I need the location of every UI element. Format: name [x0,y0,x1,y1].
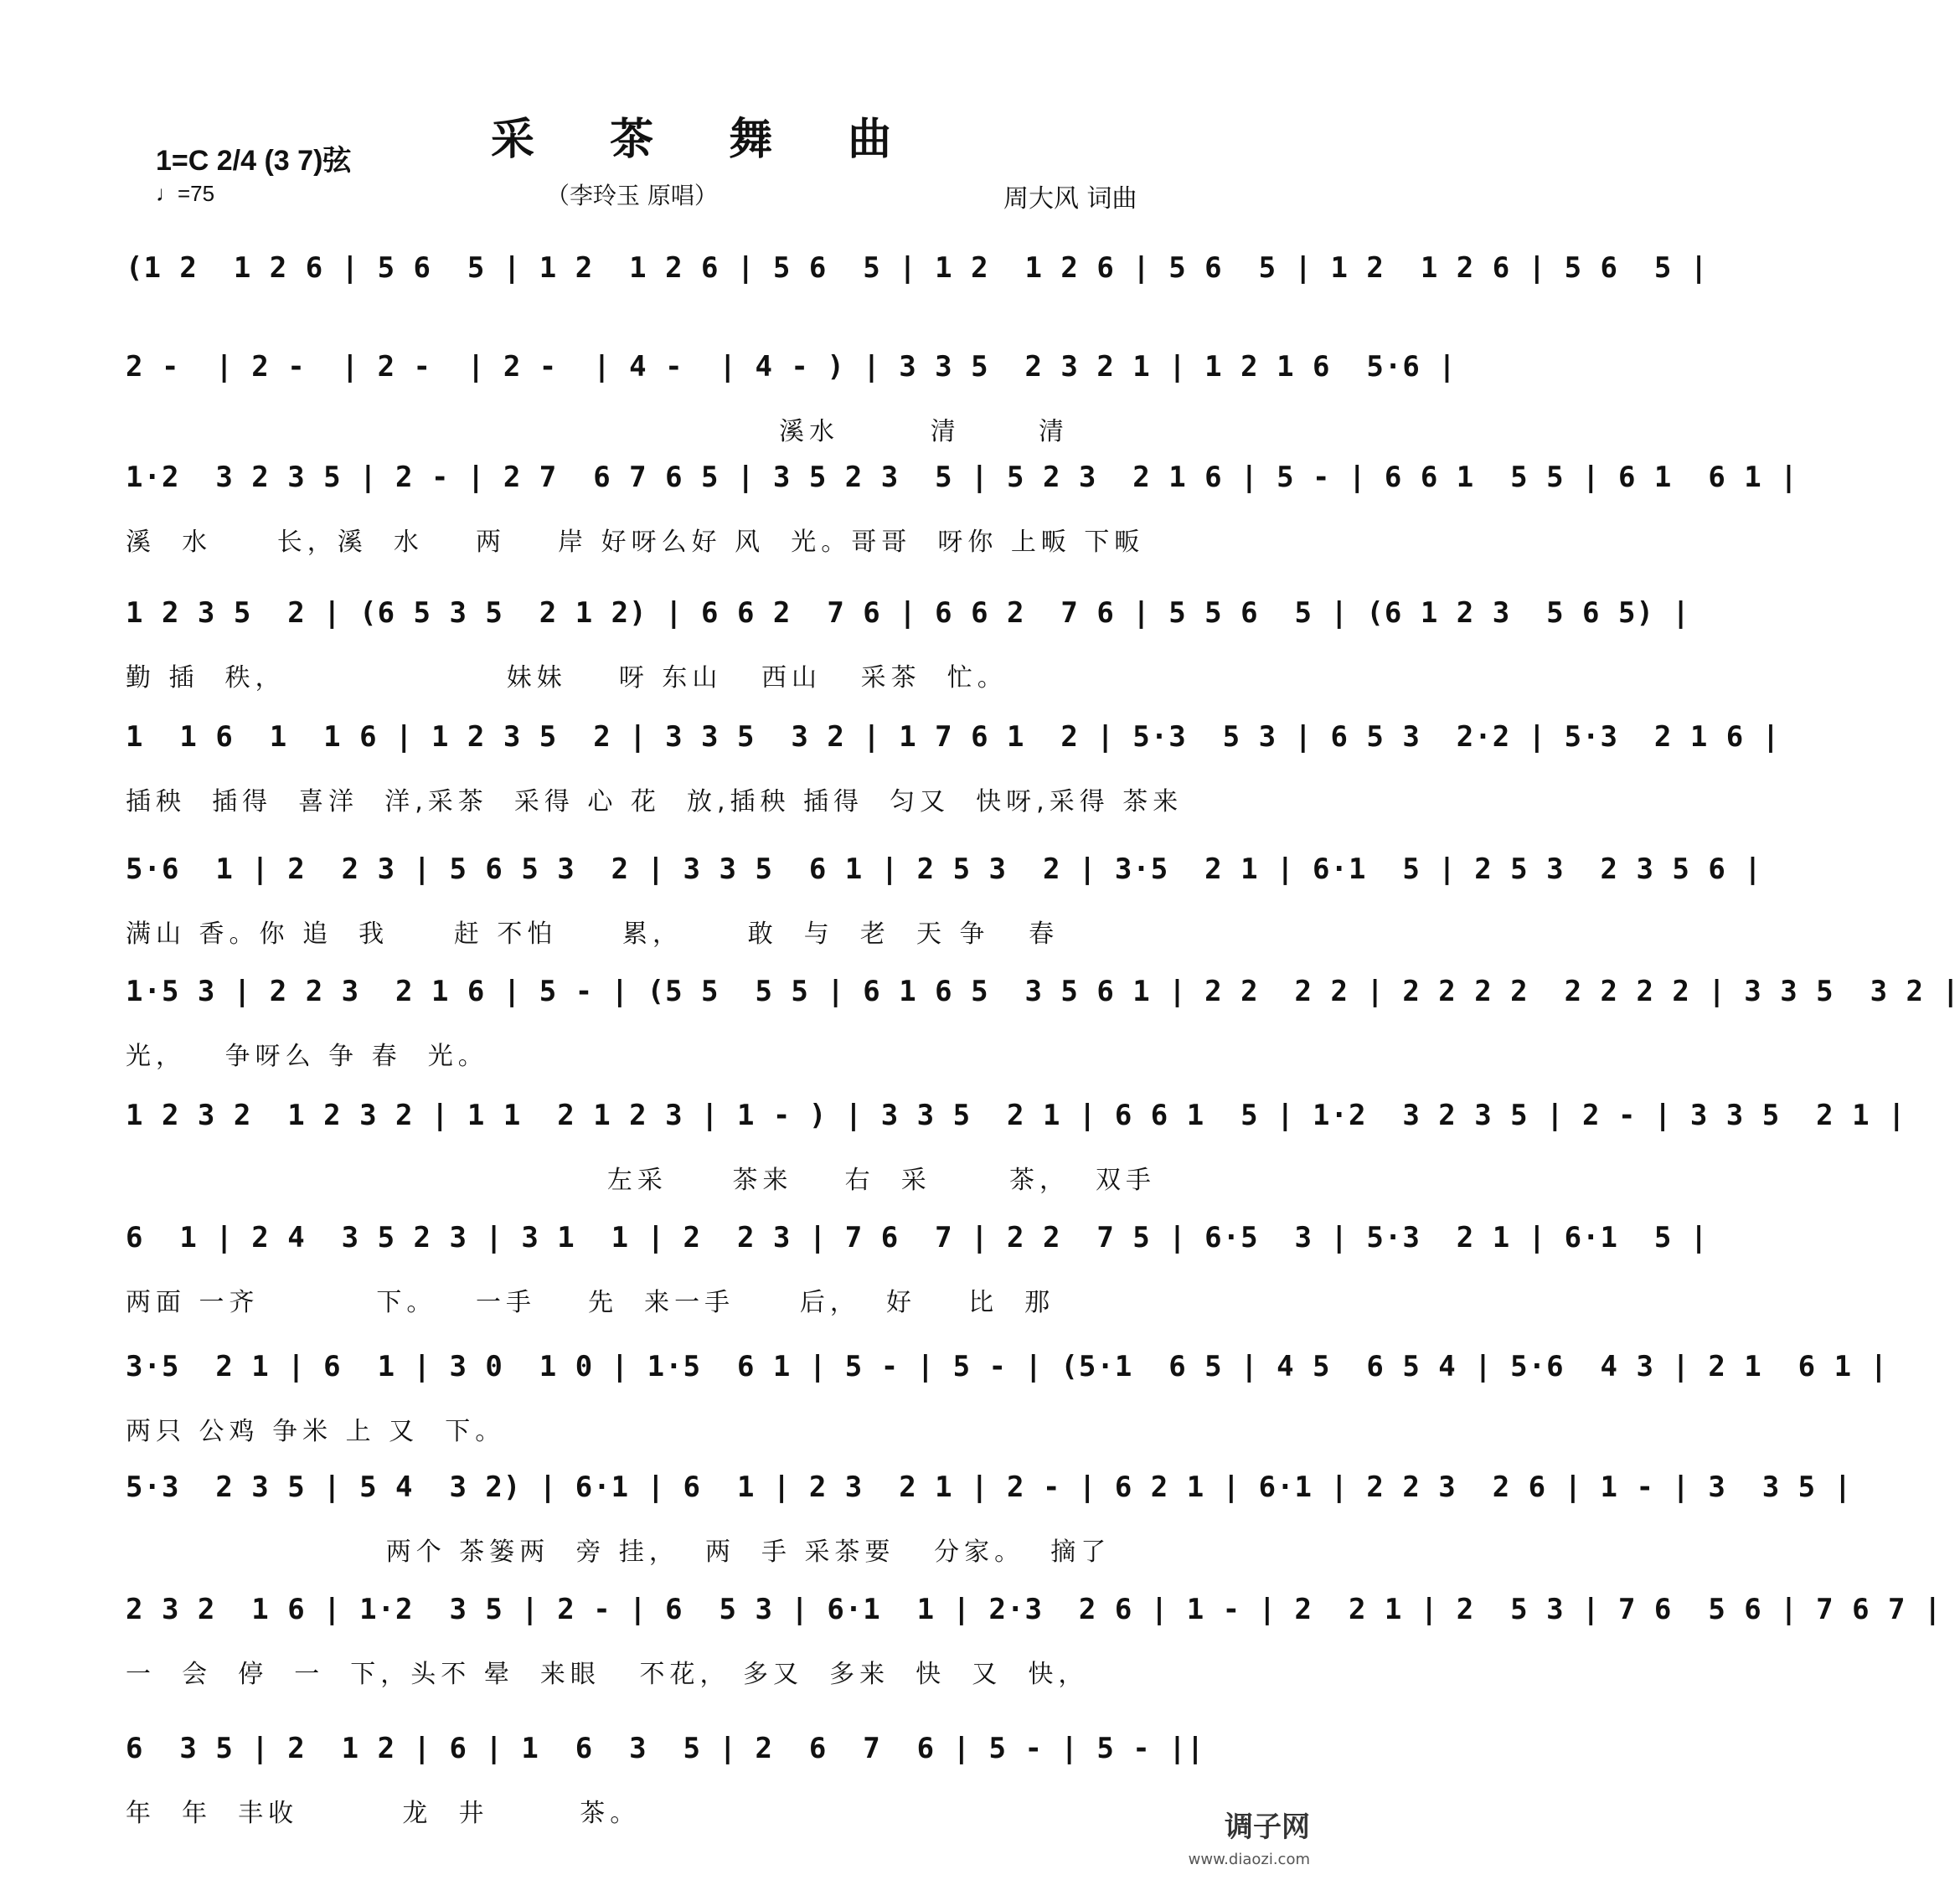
notes-line-12: 2 3 2 1 6 | 1·2 3 5 | 2 - | 6 5 3 | 6·1 1 | 2·3 2 6 | 1 - | 2 2 1 | 2 5 3 | 7 6 5 6 | 7 6 7 | [126,1593,1942,1626]
original-singer: （李玲玉 原唱） [546,182,718,209]
notes-line-11: 5·3 2 3 5 | 5 4 3 2) | 6·1 | 6 1 | 2 3 2 1 | 2 - | 6 2 1 | 6·1 | 2 2 3 2 6 | 1 - | 3 3 5 | [126,1471,1853,1504]
notes-line-7: 1·5 3 | 2 2 3 2 1 6 | 5 - | (5 5 5 5 | 6 1 6 5 3 5 6 1 | 2 2 2 2 | 2 2 2 2 2 2 2 2 | 3 3 5 3 2 | [126,975,1960,1008]
lyrics-line-12: 一 会 停 一 下，头不 晕 来眼 不花， 多又 多来 快 又 快， [126,1660,1089,1689]
lyrics-line-7: 光， 争呀么 争 春 光。 [126,1042,488,1071]
page-title: 采 茶 舞 曲 [491,114,922,165]
lyrics-line-8: 左采 茶来 右 采 茶， 双手 [126,1166,1157,1195]
lyrics-line-5: 插秧 插得 喜洋 洋,采茶 采得 心 花 放,插秧 插得 匀又 快呀,采得 茶来 [126,787,1184,816]
key-time-signature: 1=C 2/4 (3 7)弦 [156,145,352,177]
notes-line-2: 2 - | 2 - | 2 - | 2 - | 4 - | 4 - ) | 3 3 5 2 3 2 1 | 1 2 1 6 5·6 | [126,350,1457,384]
lyrics-line-10: 两只 公鸡 争米 上 又 下。 [126,1417,506,1446]
composer-credit: 周大风 词曲 [1003,184,1137,214]
lyrics-line-11: 两个 茶篓两 旁 挂， 两 手 采茶要 分家。 摘了 [126,1537,1112,1567]
notes-line-5: 1 1 6 1 1 6 | 1 2 3 5 2 | 3 3 5 3 2 | 1 7 6 1 2 | 5·3 5 3 | 6 5 3 2·2 | 5·3 2 1 6 | [126,720,1781,754]
notes-line-13: 6 3 5 | 2 1 2 | 6 | 1 6 3 5 | 2 6 7 6 | 5 - | 5 - || [126,1732,1205,1765]
lyrics-line-13: 年 年 丰收 龙 井 茶。 [126,1799,641,1828]
tempo-marking: ♩=75 [156,181,215,206]
notes-line-4: 1 2 3 5 2 | (6 5 3 5 2 1 2) | 6 6 2 7 6 | 6 6 2 7 6 | 5 5 6 5 | (6 1 2 3 5 6 5) | [126,596,1690,630]
notes-line-10: 3·5 2 1 | 6 1 | 3 0 1 0 | 1·5 6 1 | 5 - | 5 - | (5·1 6 5 | 4 5 6 5 4 | 5·6 4 3 | 2 1 6 1 | [126,1350,1889,1383]
lyrics-line-3: 溪 水 长，溪 水 两 岸 好呀么好 风 光。哥哥 呀你 上畈 下畈 [126,528,1145,557]
lyrics-line-9: 两面 一齐 下。 一手 先 来一手 后， 好 比 那 [126,1288,1055,1317]
notes-line-6: 5·6 1 | 2 2 3 | 5 6 5 3 2 | 3 3 5 6 1 | 2 5 3 2 | 3·5 2 1 | 6·1 5 | 2 5 3 2 3 5 6 | [126,852,1762,886]
watermark-url: www.diaozi.com [1188,1851,1310,1868]
watermark-logo: 调子网 [1225,1810,1310,1844]
notes-line-1: (1 2 1 2 6 | 5 6 5 | 1 2 1 2 6 | 5 6 5 | 1 2 1 2 6 | 5 6 5 | 1 2 1 2 6 | 5 6 5 | [126,251,1709,285]
lyrics-line-6: 满山 香。你 追 我 赶 不怕 累， 敢 与 老 天 争 春 [126,919,1060,949]
lyrics-line-2: 溪水 清 清 [779,417,1069,446]
notes-line-9: 6 1 | 2 4 3 5 2 3 | 3 1 1 | 2 2 3 | 7 6 7 | 2 2 7 5 | 6·5 3 | 5·3 2 1 | 6·1 5 | [126,1221,1709,1254]
notes-line-8: 1 2 3 2 1 2 3 2 | 1 1 2 1 2 3 | 1 - ) | 3 3 5 2 1 | 6 6 1 5 | 1·2 3 2 3 5 | 2 - | 3 3 5 2 1 | [126,1099,1906,1132]
lyrics-line-4: 勤 插 秩， 妹妹 呀 东山 西山 采茶 忙。 [126,663,1008,693]
notes-line-3: 1·2 3 2 3 5 | 2 - | 2 7 6 7 6 5 | 3 5 2 3 5 | 5 2 3 2 1 6 | 5 - | 6 6 1 5 5 | 6 1 6 1 | [126,461,1798,494]
